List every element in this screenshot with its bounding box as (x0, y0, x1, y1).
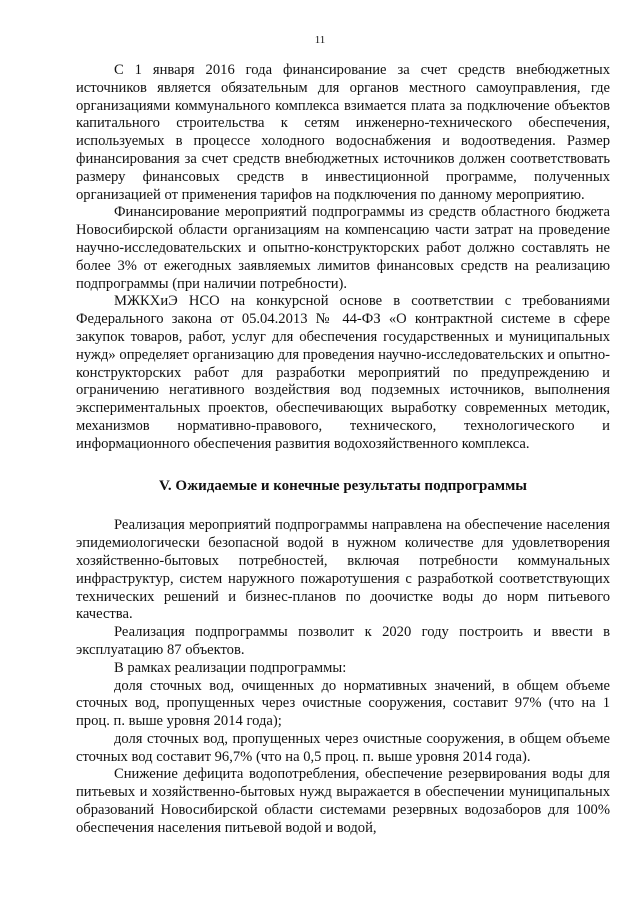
paragraph-within-framework: В рамках реализации подпрограммы: (114, 659, 347, 676)
document-body (76, 62, 610, 838)
paragraph-financing-extrabudgetary: С 1 января 2016 года финансирование за счет средств внебюджетных источников является обязательным для органов местного самоуправления, где организациями коммунального комплекса взимается плата за подключение объектов капитального строительства к сетям инженерно-технического обеспечения, используемых в процессе холодного водоснабжения и водоотведения. Размер финансирования за счет средств внебюджетных источников должен соответствовать размеру финансовых средств в инвестиционной программе, полученных организацией от применения тарифов на подключения по данному мероприятию. (76, 62, 610, 203)
page-number: 11 (314, 34, 326, 46)
paragraph-wastewater-treated-share: доля сточных вод, очищенных до нормативных значений, в общем объеме сточных вод, пропущенных через очистные сооружения, составит 97% (что на 1 проц. п. выше уровня 2014 года); (76, 677, 610, 730)
section-heading: V. Ожидаемые и конечные результаты подпрограммы (158, 477, 528, 494)
paragraph-objects-2020: Реализация подпрограммы позволит к 2020 году построить и ввести в эксплуатацию 87 объектов. (76, 624, 610, 658)
paragraph-implementation-goal: Реализация мероприятий подпрограммы направлена на обеспечение населения эпидемиологически безопасной водой в нужном количестве для удовлетворения хозяйственно-бытовых потребностей, включая потребности коммунальных инфраструктур, систем наружного пожаротушения с разработкой соответствующих технических решений и бизнес-планов по доочистке воды до норм питьевого качества. (76, 517, 610, 623)
paragraph-water-deficit-reduction: Снижение дефицита водопотребления, обеспечение резервирования воды для питьевых и хозяйственно-бытовых нужд выражается в обеспечении муниципальных образований Новосибирской области системами резервных водозаборов для 100% обеспечения населения питьевой водой и водой, (76, 766, 610, 836)
paragraph-wastewater-passed-share: доля сточных вод, пропущенных через очистные сооружения, в общем объеме сточных вод составит 96,7% (что на 0,5 проц. п. выше уровня 2014 года). (76, 730, 610, 765)
paragraph-financing-regional-budget: Финансирование мероприятий подпрограммы из средств областного бюджета Новосибирской области организациям на компенсацию части затрат на проведение научно-исследовательских и опытно-конструкторских работ должно составлять не более 3% от ежегодных заявляемых лимитов финансовых средств на реализацию подпрограммы (при наличии потребности). (76, 204, 610, 292)
paragraph-ministry-contract: МЖКХиЭ НСО на конкурсной основе в соответствии с требованиями Федерального закона от 05.04.2013 № 44-ФЗ «О контрактной системе в сфере закупок товаров, работ, услуг для обеспечения государственных и муниципальных нужд» определяет организацию для проведения научно-исследовательских и опытно-конструкторских работ для разработки мероприятий по предупреждению и ограничению негативного воздействия вод подземных источников, выполнения экспериментальных проектов, обеспечивающих выработку современных методик, механизмов нормативно-правового, технического, технологического и информационного обеспечения развития водохозяйственного комплекса. (76, 293, 610, 452)
